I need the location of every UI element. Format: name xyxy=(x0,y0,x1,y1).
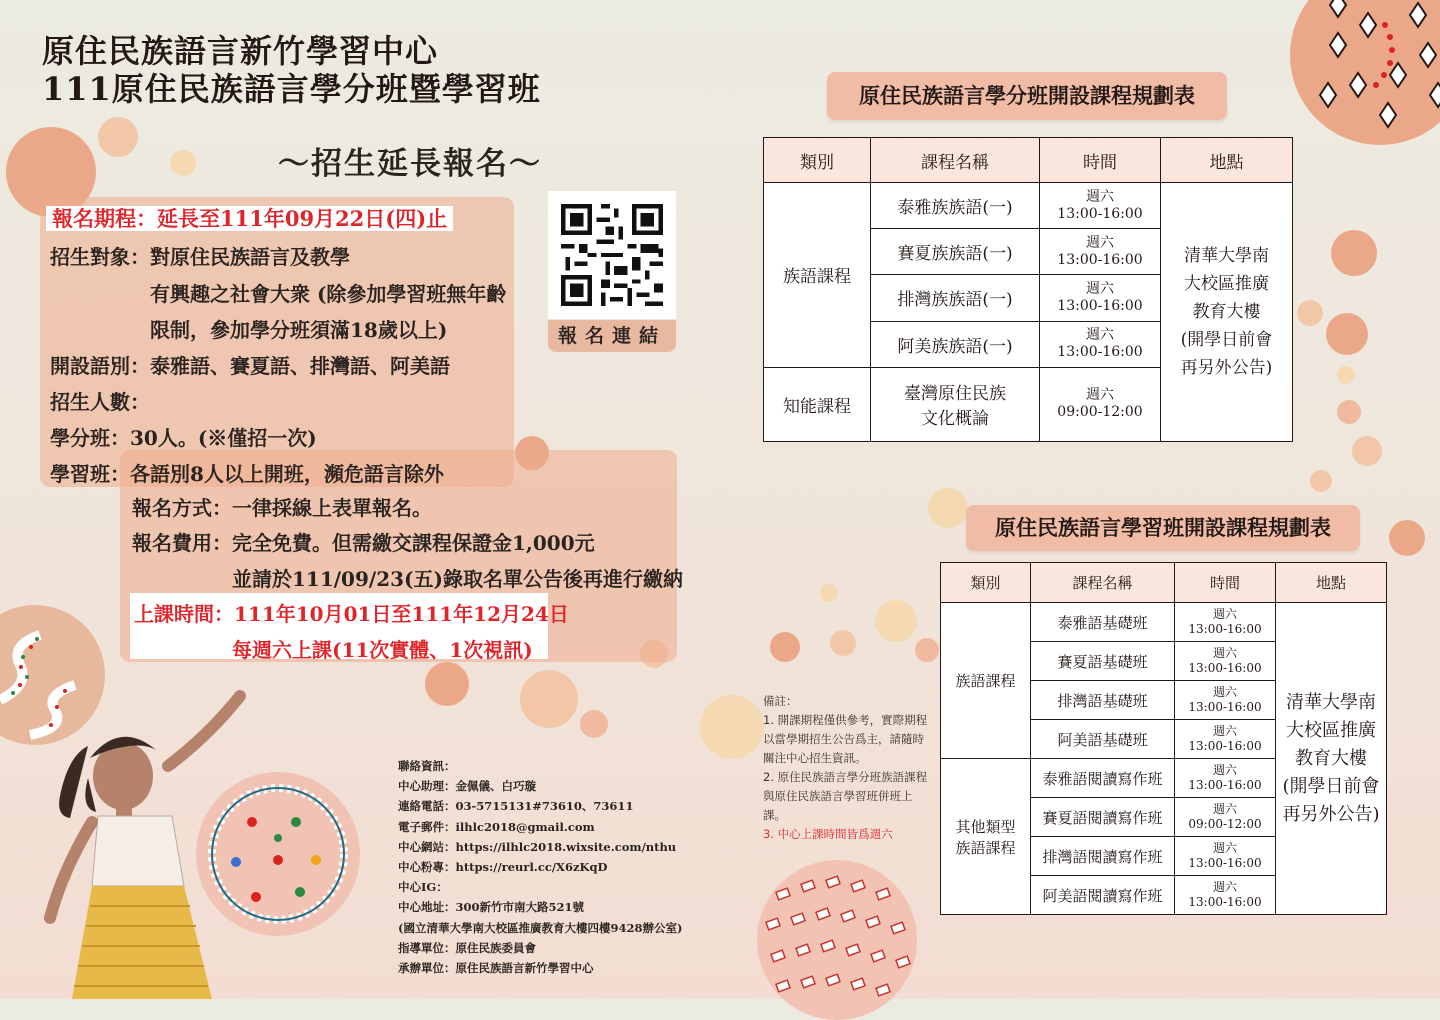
contact-assistant: 中心助理：金佩儀、白巧璇 xyxy=(398,779,536,794)
decor-circle xyxy=(770,632,800,662)
contact-supervisor: 指導單位：原住民族委員會 xyxy=(398,940,536,955)
dancer-illustration xyxy=(28,686,258,999)
credit-table-title: 原住民族語言學分班開設課程規劃表 xyxy=(827,72,1227,120)
fee-note: 並請於111/09/23(五)錄取名單公告後再進行繳納 xyxy=(232,567,683,591)
course-name: 泰雅族族語(一) xyxy=(871,183,1040,229)
decor-circle xyxy=(830,630,856,656)
target-audience: 招生對象：對原住民族語言及教學 xyxy=(50,245,350,269)
course-name: 泰雅語基礎班 xyxy=(1031,603,1175,642)
course-time: 週六 13:00-16:00 xyxy=(1040,321,1161,367)
decor-circle xyxy=(1389,520,1425,556)
class-time-weekly: 每週六上課(11次實體、1次視訊) xyxy=(232,638,533,662)
subtitle-extended-registration: ～招生延長報名～ xyxy=(278,146,542,182)
note-item: 3. 中心上課時間皆爲週六 xyxy=(763,827,893,841)
decor-circle xyxy=(170,150,196,176)
notes-heading: 備註： xyxy=(763,694,798,708)
program-title: 111原住民族語言學分班暨學習班 xyxy=(42,70,541,108)
decor-circle xyxy=(580,710,608,738)
course-name: 阿美語閱讀寫作班 xyxy=(1031,876,1175,915)
location-cell: 清華大學南 大校區推廣 教育大樓 (開學日前會 再另外公告) xyxy=(1276,603,1387,915)
credit-course-table xyxy=(763,137,1293,442)
course-time: 週六 13:00-16:00 xyxy=(1175,603,1276,642)
study-class-quota: 學習班：各語別8人以上開班，瀕危語言除外 xyxy=(50,462,444,486)
course-time: 週六 09:00-12:00 xyxy=(1175,798,1276,837)
table-header: 時間 xyxy=(1040,138,1161,183)
contact-website[interactable]: 中心網站：https://ilhlc2018.wixsite.com/nthu xyxy=(398,839,677,854)
course-name: 阿美語基礎班 xyxy=(1031,720,1175,759)
course-name: 臺灣原住民族 文化概論 xyxy=(871,367,1040,441)
contact-fanpage[interactable]: 中心粉專：https://reurl.cc/X6zKqD xyxy=(398,860,608,875)
course-name: 排灣語基礎班 xyxy=(1031,681,1175,720)
table-header: 時間 xyxy=(1175,563,1276,603)
qr-label: 報名連結 xyxy=(548,320,676,352)
decor-circle xyxy=(1337,366,1355,384)
course-time: 週六 13:00-16:00 xyxy=(1040,275,1161,321)
decor-circle xyxy=(98,117,138,157)
course-name: 排灣族族語(一) xyxy=(871,275,1040,321)
course-name: 賽夏語基礎班 xyxy=(1031,642,1175,681)
contact-info xyxy=(398,756,682,978)
registration-qr-code[interactable] xyxy=(548,191,676,319)
credit-class-quota: 學分班：30人。(※僅招一次) xyxy=(50,426,317,450)
decor-circle xyxy=(425,662,469,706)
contact-ig: 中心IG： xyxy=(398,880,448,895)
table-header: 類別 xyxy=(941,563,1031,603)
registration-fee: 報名費用：完全免費。但需繳交課程保證金1,000元 xyxy=(132,531,595,555)
course-time: 週六 09:00-12:00 xyxy=(1040,367,1161,441)
decor-circle xyxy=(520,670,578,728)
decor-pattern-plate xyxy=(1290,0,1440,145)
quota-label: 招生人數： xyxy=(50,390,150,414)
study-course-table xyxy=(940,562,1387,915)
contact-address: 中心地址：300新竹市南大路521號 xyxy=(398,900,585,915)
course-time: 週六 13:00-16:00 xyxy=(1175,642,1276,681)
decor-circle xyxy=(1352,436,1382,466)
table-header: 地點 xyxy=(1276,563,1387,603)
course-time: 週六 13:00-16:00 xyxy=(1175,876,1276,915)
table-header: 課程名稱 xyxy=(871,138,1040,183)
target-audience-line3: 限制，參加學分班須滿18歲以上) xyxy=(150,318,448,342)
center-title: 原住民族語言新竹學習中心 xyxy=(42,32,439,70)
target-audience-line2: 有興趣之社會大衆 (除參加學習班無年齡 xyxy=(150,282,507,306)
course-time: 週六 13:00-16:00 xyxy=(1175,759,1276,798)
course-time: 週六 13:00-16:00 xyxy=(1175,681,1276,720)
course-time: 週六 13:00-16:00 xyxy=(1175,837,1276,876)
note-item: 2. 原住民族語言學分班族語課程與原住民族語言學習班併班上課。 xyxy=(763,770,928,822)
decor-circle xyxy=(928,488,968,528)
course-time: 週六 13:00-16:00 xyxy=(1040,229,1161,275)
table-header: 課程名稱 xyxy=(1031,563,1175,603)
languages-offered: 開設語別：泰雅語、賽夏語、排灣語、阿美語 xyxy=(50,354,450,378)
contact-address-detail: (國立清華大學南大校區推廣教育大樓四樓9428辦公室) xyxy=(398,920,683,935)
course-name: 賽夏語閱讀寫作班 xyxy=(1031,798,1175,837)
course-time: 週六 13:00-16:00 xyxy=(1175,720,1276,759)
decor-circle xyxy=(1331,230,1377,276)
course-name: 排灣語閱讀寫作班 xyxy=(1031,837,1175,876)
category-cell: 其他類型 族語課程 xyxy=(941,759,1031,915)
decor-circle xyxy=(1297,300,1323,326)
course-name: 泰雅語閱讀寫作班 xyxy=(1031,759,1175,798)
course-name: 阿美族族語(一) xyxy=(871,321,1040,367)
category-cell: 族語課程 xyxy=(941,603,1031,759)
registration-method: 報名方式：一律採線上表單報名。 xyxy=(132,496,432,520)
contact-organizer: 承辦單位：原住民族語言新竹學習中心 xyxy=(398,961,594,976)
decor-circle xyxy=(1310,470,1332,492)
class-time: 上課時間：111年10月01日至111年12月24日 xyxy=(134,602,569,626)
registration-period-text: 報名期程：延長至111年09月22日(四)止 xyxy=(46,206,453,231)
decor-circle xyxy=(915,638,939,662)
decor-circle xyxy=(820,584,838,602)
decor-circle xyxy=(700,695,764,759)
contact-phone: 連絡電話：03-5715131#73610、73611 xyxy=(398,799,634,814)
decor-circle xyxy=(1326,313,1368,355)
study-table-title: 原住民族語言學習班開設課程規劃表 xyxy=(966,505,1360,551)
course-name: 賽夏族族語(一) xyxy=(871,229,1040,275)
table-header: 類別 xyxy=(764,138,871,183)
contact-heading: 聯絡資訊： xyxy=(398,759,456,773)
note-item: 1. 開課期程僅供參考，實際期程以當學期招生公告爲主，請隨時關注中心招生資訊。 xyxy=(763,713,928,765)
course-time: 週六 13:00-16:00 xyxy=(1040,183,1161,229)
category-cell: 知能課程 xyxy=(764,367,871,441)
decor-pattern-circle xyxy=(757,860,917,1020)
contact-email[interactable]: 電子郵件：ilhlc2018@gmail.com xyxy=(398,819,595,834)
decor-circle xyxy=(1337,400,1361,424)
table-header: 地點 xyxy=(1161,138,1293,183)
location-cell: 清華大學南 大校區推廣 教育大樓 (開學日前會 再另外公告) xyxy=(1161,183,1293,442)
registration-period xyxy=(46,203,453,233)
category-cell: 族語課程 xyxy=(764,183,871,368)
decor-circle xyxy=(875,600,917,642)
notes-section xyxy=(763,692,935,844)
